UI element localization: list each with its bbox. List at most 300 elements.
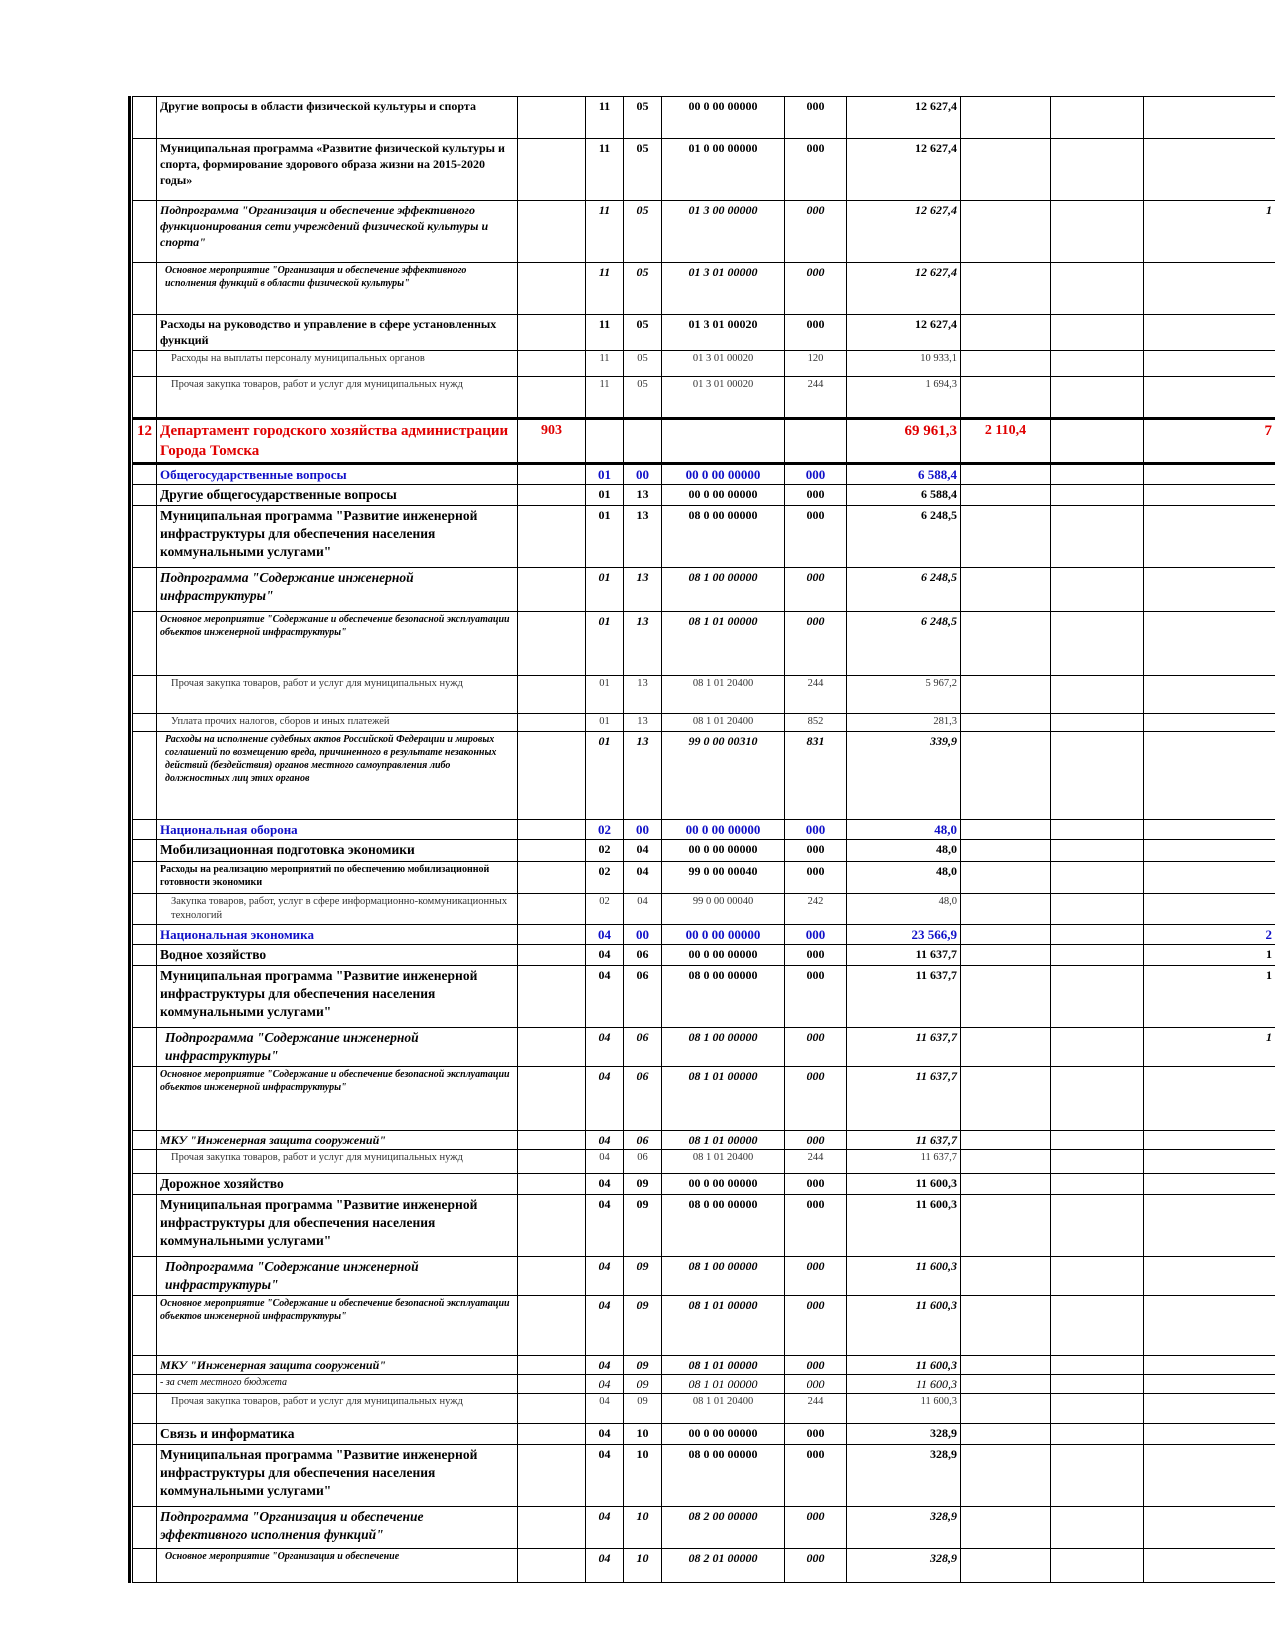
column-10-cell xyxy=(1051,1150,1144,1174)
expense-type-cell: 000 xyxy=(785,485,847,506)
dept-code-cell xyxy=(518,1174,586,1195)
amount-cell: 23 566,9 xyxy=(847,925,961,945)
section-cell: 04 xyxy=(586,1549,624,1583)
column-11-cell xyxy=(1144,1150,1275,1174)
item-name-cell: Муниципальная программа "Развитие инженерной инфраструктуры для обеспечения населения коммунальными услугами" xyxy=(157,1195,518,1257)
subsection-cell: 09 xyxy=(624,1257,662,1296)
dept-code-cell xyxy=(518,1445,586,1507)
item-name-cell: Подпрограмма "Организация и обеспечение эффективного функционирования сети учреждений физической культуры и спорта" xyxy=(157,201,518,263)
expense-type-cell: 000 xyxy=(785,1028,847,1067)
column-9-cell xyxy=(961,464,1051,485)
target-article-cell: 08 1 01 00000 xyxy=(662,1356,785,1375)
row-number-cell xyxy=(133,351,157,377)
subsection-cell: 09 xyxy=(624,1195,662,1257)
column-9-cell xyxy=(961,612,1051,676)
item-name-cell: Прочая закупка товаров, работ и услуг для муниципальных нужд xyxy=(157,1394,518,1424)
section-cell: 02 xyxy=(586,820,624,840)
subsection-cell: 06 xyxy=(624,966,662,1028)
row-number-cell xyxy=(133,1356,157,1375)
expense-type-cell: 242 xyxy=(785,894,847,925)
row-number-cell xyxy=(133,966,157,1028)
expense-type-cell: 000 xyxy=(785,862,847,894)
item-name-cell: Закупка товаров, работ, услуг в сфере информационно-коммуникационных технологий xyxy=(157,894,518,925)
column-9-cell xyxy=(961,894,1051,925)
table-row xyxy=(133,1375,1275,1394)
subsection-cell: 04 xyxy=(624,862,662,894)
column-11-cell xyxy=(1144,97,1275,139)
target-article-cell: 00 0 00 00000 xyxy=(662,820,785,840)
dept-code-cell xyxy=(518,966,586,1028)
row-number-cell xyxy=(133,1257,157,1296)
column-9-cell xyxy=(961,966,1051,1028)
amount-cell: 6 588,4 xyxy=(847,464,961,485)
target-article-cell: 00 0 00 00000 xyxy=(662,1424,785,1445)
target-article-cell: 08 1 01 00000 xyxy=(662,1067,785,1131)
column-11-cell xyxy=(1144,1356,1275,1375)
column-11-cell: 2 xyxy=(1144,925,1275,945)
row-number-cell xyxy=(133,377,157,419)
expense-type-cell: 000 xyxy=(785,1445,847,1507)
item-name-cell: Водное хозяйство xyxy=(157,945,518,966)
expense-type-cell: 244 xyxy=(785,676,847,714)
subsection-cell: 00 xyxy=(624,464,662,485)
column-9-cell xyxy=(961,1174,1051,1195)
dept-name-cell: Департамент городского хозяйства администрации Города Томска xyxy=(157,419,518,464)
column-10-cell xyxy=(1051,1356,1144,1375)
row-number-cell xyxy=(133,506,157,568)
target-article-cell: 01 3 00 00000 xyxy=(662,201,785,263)
column-10-cell xyxy=(1051,732,1144,820)
row-number-cell xyxy=(133,1131,157,1150)
row-number-cell xyxy=(133,201,157,263)
column-11-cell xyxy=(1144,485,1275,506)
dept-code-cell xyxy=(518,862,586,894)
dept-code-cell xyxy=(518,1394,586,1424)
column-10-cell xyxy=(1051,1375,1144,1394)
subsection-cell: 06 xyxy=(624,1067,662,1131)
amount-cell: 6 248,5 xyxy=(847,506,961,568)
section-cell: 02 xyxy=(586,862,624,894)
dept-code-cell xyxy=(518,894,586,925)
column-9-cell xyxy=(961,485,1051,506)
dept-code-cell xyxy=(518,568,586,612)
column-10-cell xyxy=(1051,945,1144,966)
item-name-cell: Связь и информатика xyxy=(157,1424,518,1445)
table-row xyxy=(133,1174,1275,1195)
expense-type-cell: 000 xyxy=(785,1375,847,1394)
dept-code-cell xyxy=(518,315,586,351)
row-number-cell xyxy=(133,1150,157,1174)
item-name-cell: Прочая закупка товаров, работ и услуг для муниципальных нужд xyxy=(157,377,518,419)
dept-code-cell xyxy=(518,1375,586,1394)
section-cell: 11 xyxy=(586,377,624,419)
column-11-cell xyxy=(1144,1394,1275,1424)
table-row xyxy=(133,1356,1275,1375)
dept-code-cell xyxy=(518,506,586,568)
dept-code-cell xyxy=(518,1424,586,1445)
section-cell: 11 xyxy=(586,263,624,315)
column-11-cell xyxy=(1144,1296,1275,1356)
column-9-cell xyxy=(961,1131,1051,1150)
section-cell xyxy=(586,419,624,464)
section-cell: 04 xyxy=(586,1257,624,1296)
row-number-cell xyxy=(133,820,157,840)
amount-cell: 11 600,3 xyxy=(847,1257,961,1296)
column-9-cell xyxy=(961,820,1051,840)
section-cell: 04 xyxy=(586,1375,624,1394)
section-cell: 01 xyxy=(586,506,624,568)
column-10-cell xyxy=(1051,506,1144,568)
column-11-cell: 1 xyxy=(1144,945,1275,966)
table-row xyxy=(133,485,1275,506)
target-article-cell: 99 0 00 00040 xyxy=(662,862,785,894)
item-name-cell: Подпрограмма "Содержание инженерной инфраструктуры" xyxy=(157,1257,518,1296)
amount-cell: 48,0 xyxy=(847,894,961,925)
table-row xyxy=(133,568,1275,612)
item-name-cell: Прочая закупка товаров, работ и услуг для муниципальных нужд xyxy=(157,676,518,714)
row-number-cell xyxy=(133,1296,157,1356)
item-name-cell: Прочая закупка товаров, работ и услуг для муниципальных нужд xyxy=(157,1150,518,1174)
target-article-cell: 08 1 00 00000 xyxy=(662,1028,785,1067)
table-row xyxy=(133,1507,1275,1549)
row-number-cell xyxy=(133,568,157,612)
column-10-cell xyxy=(1051,419,1144,464)
target-article-cell: 99 0 00 00040 xyxy=(662,894,785,925)
amount-cell: 1 694,3 xyxy=(847,377,961,419)
table-row xyxy=(133,966,1275,1028)
table-row xyxy=(133,840,1275,862)
table-row xyxy=(133,1067,1275,1131)
item-name-cell: Муниципальная программа "Развитие инженерной инфраструктуры для обеспечения населения коммунальными услугами" xyxy=(157,1445,518,1507)
row-number-cell xyxy=(133,1375,157,1394)
subsection-cell: 06 xyxy=(624,1028,662,1067)
section-cell: 04 xyxy=(586,1296,624,1356)
section-cell: 01 xyxy=(586,612,624,676)
row-number-cell xyxy=(133,714,157,732)
column-11-cell xyxy=(1144,1067,1275,1131)
table-row xyxy=(133,612,1275,676)
column-10-cell xyxy=(1051,1195,1144,1257)
item-name-cell: Дорожное хозяйство xyxy=(157,1174,518,1195)
column-10-cell xyxy=(1051,377,1144,419)
subsection-cell: 09 xyxy=(624,1356,662,1375)
section-cell: 01 xyxy=(586,464,624,485)
row-number-cell xyxy=(133,945,157,966)
table-row xyxy=(133,464,1275,485)
expense-type-cell: 000 xyxy=(785,1257,847,1296)
column-11-cell xyxy=(1144,894,1275,925)
amount-cell: 11 637,7 xyxy=(847,966,961,1028)
column-9-cell xyxy=(961,1195,1051,1257)
target-article-cell: 08 1 01 00000 xyxy=(662,612,785,676)
column-10-cell xyxy=(1051,894,1144,925)
column-9-cell xyxy=(961,714,1051,732)
subsection-cell: 10 xyxy=(624,1507,662,1549)
target-article-cell: 08 0 00 00000 xyxy=(662,506,785,568)
table-row xyxy=(133,714,1275,732)
expense-type-cell: 000 xyxy=(785,263,847,315)
target-article-cell: 00 0 00 00000 xyxy=(662,485,785,506)
dept-code-cell xyxy=(518,351,586,377)
column-10-cell xyxy=(1051,1028,1144,1067)
target-article-cell: 01 3 01 00020 xyxy=(662,315,785,351)
row-number-cell xyxy=(133,840,157,862)
target-article-cell: 08 2 01 00000 xyxy=(662,1549,785,1583)
section-cell: 02 xyxy=(586,840,624,862)
subsection-cell: 05 xyxy=(624,97,662,139)
table-row xyxy=(133,351,1275,377)
item-name-cell: Расходы на реализацию мероприятий по обеспечению мобилизационной готовности экономики xyxy=(157,862,518,894)
amount-cell: 48,0 xyxy=(847,862,961,894)
row-number-cell xyxy=(133,925,157,945)
item-name-cell: Другие вопросы в области физической культуры и спорта xyxy=(157,97,518,139)
item-name-cell: - за счет местного бюджета xyxy=(157,1375,518,1394)
target-article-cell: 00 0 00 00000 xyxy=(662,945,785,966)
column-9-cell xyxy=(961,1356,1051,1375)
section-cell: 01 xyxy=(586,714,624,732)
item-name-cell: Основное мероприятие "Организация и обеспечение эффективного исполнения функций в области физической культуры" xyxy=(157,263,518,315)
row-number-cell xyxy=(133,263,157,315)
row-number-cell xyxy=(133,676,157,714)
section-cell: 04 xyxy=(586,1028,624,1067)
amount-cell: 12 627,4 xyxy=(847,139,961,201)
expense-type-cell: 000 xyxy=(785,820,847,840)
item-name-cell: Основное мероприятие "Содержание и обеспечение безопасной эксплуатации объектов инженерной инфраструктуры" xyxy=(157,612,518,676)
column-9-cell xyxy=(961,201,1051,263)
expense-type-cell: 000 xyxy=(785,1549,847,1583)
row-number-cell xyxy=(133,315,157,351)
expense-type-cell: 000 xyxy=(785,966,847,1028)
expense-type-cell: 000 xyxy=(785,1424,847,1445)
dept-code-cell xyxy=(518,97,586,139)
row-number-cell xyxy=(133,1445,157,1507)
target-article-cell: 00 0 00 00000 xyxy=(662,1174,785,1195)
row-number-cell xyxy=(133,862,157,894)
expense-type-cell: 000 xyxy=(785,97,847,139)
dept-code-cell xyxy=(518,925,586,945)
column-11-cell xyxy=(1144,1507,1275,1549)
table-row xyxy=(133,139,1275,201)
target-article-cell xyxy=(662,419,785,464)
column-9-cell xyxy=(961,925,1051,945)
column-11-cell: 1 xyxy=(1144,201,1275,263)
target-article-cell: 08 1 01 00000 xyxy=(662,1131,785,1150)
item-name-cell: Уплата прочих налогов, сборов и иных платежей xyxy=(157,714,518,732)
item-name-cell: Основное мероприятие "Организация и обеспечение xyxy=(157,1549,518,1583)
column-11-cell xyxy=(1144,1174,1275,1195)
item-name-cell: Мобилизационная подготовка экономики xyxy=(157,840,518,862)
expense-type-cell: 000 xyxy=(785,925,847,945)
dept-code-cell xyxy=(518,1507,586,1549)
dept-code-cell xyxy=(518,1028,586,1067)
column-9-cell xyxy=(961,351,1051,377)
table-row xyxy=(133,862,1275,894)
amount-cell: 10 933,1 xyxy=(847,351,961,377)
item-name-cell: Подпрограмма "Организация и обеспечение эффективного исполнения функций" xyxy=(157,1507,518,1549)
column-9-cell xyxy=(961,676,1051,714)
amount-cell: 339,9 xyxy=(847,732,961,820)
column-11-cell xyxy=(1144,263,1275,315)
column-9-cell xyxy=(961,862,1051,894)
section-cell: 11 xyxy=(586,139,624,201)
target-article-cell: 00 0 00 00000 xyxy=(662,97,785,139)
column-9-cell xyxy=(961,377,1051,419)
column-9-cell xyxy=(961,315,1051,351)
target-article-cell: 08 1 00 00000 xyxy=(662,568,785,612)
section-cell: 04 xyxy=(586,1131,624,1150)
subsection-cell: 00 xyxy=(624,925,662,945)
column-10-cell xyxy=(1051,351,1144,377)
amount-cell: 11 637,7 xyxy=(847,1028,961,1067)
item-name-cell: Подпрограмма "Содержание инженерной инфраструктуры" xyxy=(157,568,518,612)
subsection-cell xyxy=(624,419,662,464)
item-name-cell: Расходы на руководство и управление в сфере установленных функций xyxy=(157,315,518,351)
subsection-cell: 10 xyxy=(624,1445,662,1507)
amount-cell: 12 627,4 xyxy=(847,97,961,139)
subsection-cell: 05 xyxy=(624,377,662,419)
table-row xyxy=(133,1296,1275,1356)
dept-code-cell xyxy=(518,1549,586,1583)
target-article-cell: 08 1 01 00000 xyxy=(662,1296,785,1356)
target-article-cell: 00 0 00 00000 xyxy=(662,464,785,485)
amount-cell: 11 600,3 xyxy=(847,1375,961,1394)
amount-cell: 6 248,5 xyxy=(847,568,961,612)
table-row xyxy=(133,1549,1275,1583)
expense-type-cell: 000 xyxy=(785,1356,847,1375)
dept-code-cell xyxy=(518,201,586,263)
dept-code-cell xyxy=(518,263,586,315)
column-10-cell xyxy=(1051,966,1144,1028)
dept-code-cell xyxy=(518,377,586,419)
column-10-cell xyxy=(1051,676,1144,714)
column-11-cell xyxy=(1144,714,1275,732)
column-10-cell xyxy=(1051,1549,1144,1583)
section-cell: 04 xyxy=(586,1356,624,1375)
expense-type-cell: 831 xyxy=(785,732,847,820)
item-name-cell: Расходы на исполнение судебных актов Российской Федерации и мировых соглашений по возмещению вреда, причиненного в результате незаконных действий (бездействия) органов местного самоуправления либо должностных лиц этих органов xyxy=(157,732,518,820)
column-10-cell xyxy=(1051,139,1144,201)
subsection-cell: 00 xyxy=(624,820,662,840)
column-10-cell xyxy=(1051,1507,1144,1549)
left-border-line xyxy=(128,96,131,1583)
subsection-cell: 06 xyxy=(624,1131,662,1150)
amount-cell: 6 248,5 xyxy=(847,612,961,676)
target-article-cell: 00 0 00 00000 xyxy=(662,840,785,862)
dept-code-cell xyxy=(518,1195,586,1257)
dept-code-cell xyxy=(518,1131,586,1150)
dept-code-cell xyxy=(518,1067,586,1131)
target-article-cell: 08 0 00 00000 xyxy=(662,1195,785,1257)
target-article-cell: 99 0 00 00310 xyxy=(662,732,785,820)
amount-cell: 48,0 xyxy=(847,820,961,840)
expense-type-cell: 000 xyxy=(785,840,847,862)
table-row xyxy=(133,97,1275,139)
expense-type-cell: 244 xyxy=(785,1150,847,1174)
expense-type-cell xyxy=(785,419,847,464)
section-cell: 04 xyxy=(586,1195,624,1257)
column-10-cell xyxy=(1051,862,1144,894)
section-cell: 01 xyxy=(586,732,624,820)
item-name-cell: Муниципальная программа «Развитие физической культуры и спорта, формирование здорового образа жизни на 2015-2020 годы» xyxy=(157,139,518,201)
row-number-cell xyxy=(133,612,157,676)
dept-code-cell: 903 xyxy=(518,419,586,464)
column-9-cell xyxy=(961,945,1051,966)
column-10-cell xyxy=(1051,1296,1144,1356)
column-10-cell xyxy=(1051,1131,1144,1150)
item-name-cell: Общегосударственные вопросы xyxy=(157,464,518,485)
item-name-cell: Основное мероприятие "Содержание и обеспечение безопасной эксплуатации объектов инженерной инфраструктуры" xyxy=(157,1067,518,1131)
amount-cell: 11 637,7 xyxy=(847,945,961,966)
table-row xyxy=(133,1195,1275,1257)
table-row xyxy=(133,1424,1275,1445)
column-11-cell xyxy=(1144,1375,1275,1394)
column-11-cell xyxy=(1144,1131,1275,1150)
column-9-cell xyxy=(961,263,1051,315)
subsection-cell: 05 xyxy=(624,351,662,377)
column-11-cell xyxy=(1144,1195,1275,1257)
dept-code-cell xyxy=(518,1150,586,1174)
amount-cell: 11 600,3 xyxy=(847,1195,961,1257)
table-row xyxy=(133,732,1275,820)
column-9-cell xyxy=(961,1257,1051,1296)
item-name-cell: Национальная экономика xyxy=(157,925,518,945)
column-11-cell xyxy=(1144,464,1275,485)
dept-number-cell: 12 xyxy=(133,419,157,464)
section-cell: 04 xyxy=(586,1150,624,1174)
subsection-cell: 06 xyxy=(624,1150,662,1174)
amount-cell: 328,9 xyxy=(847,1507,961,1549)
target-article-cell: 01 3 01 00020 xyxy=(662,351,785,377)
column-11-cell: 1 xyxy=(1144,1028,1275,1067)
item-name-cell: Основное мероприятие "Содержание и обеспечение безопасной эксплуатации объектов инженерной инфраструктуры" xyxy=(157,1296,518,1356)
item-name-cell: Другие общегосударственные вопросы xyxy=(157,485,518,506)
subsection-cell: 13 xyxy=(624,732,662,820)
target-article-cell: 08 0 00 00000 xyxy=(662,966,785,1028)
column-10-cell xyxy=(1051,840,1144,862)
row-number-cell xyxy=(133,1507,157,1549)
target-article-cell: 01 0 00 00000 xyxy=(662,139,785,201)
section-cell: 04 xyxy=(586,1507,624,1549)
item-name-cell: МКУ "Инженерная защита сооружений" xyxy=(157,1131,518,1150)
amount-cell: 328,9 xyxy=(847,1424,961,1445)
amount-cell: 12 627,4 xyxy=(847,201,961,263)
column-10-cell xyxy=(1051,464,1144,485)
column-11-cell xyxy=(1144,612,1275,676)
column-11-cell xyxy=(1144,351,1275,377)
table-row xyxy=(133,894,1275,925)
row-number-cell xyxy=(133,1028,157,1067)
section-cell: 04 xyxy=(586,1394,624,1424)
expense-type-cell: 000 xyxy=(785,1067,847,1131)
table-row xyxy=(133,377,1275,419)
dept-code-cell xyxy=(518,139,586,201)
column-10-cell xyxy=(1051,714,1144,732)
row-number-cell xyxy=(133,894,157,925)
expense-type-cell: 852 xyxy=(785,714,847,732)
dept-code-cell xyxy=(518,1296,586,1356)
column-10-cell xyxy=(1051,568,1144,612)
item-name-cell: МКУ "Инженерная защита сооружений" xyxy=(157,1356,518,1375)
expense-type-cell: 000 xyxy=(785,945,847,966)
subsection-cell: 06 xyxy=(624,945,662,966)
column-11-cell xyxy=(1144,1424,1275,1445)
target-article-cell: 08 1 00 00000 xyxy=(662,1257,785,1296)
row-number-cell xyxy=(133,1174,157,1195)
row-number-cell xyxy=(133,1067,157,1131)
subsection-cell: 05 xyxy=(624,315,662,351)
column-9-cell xyxy=(961,840,1051,862)
row-number-cell xyxy=(133,1394,157,1424)
